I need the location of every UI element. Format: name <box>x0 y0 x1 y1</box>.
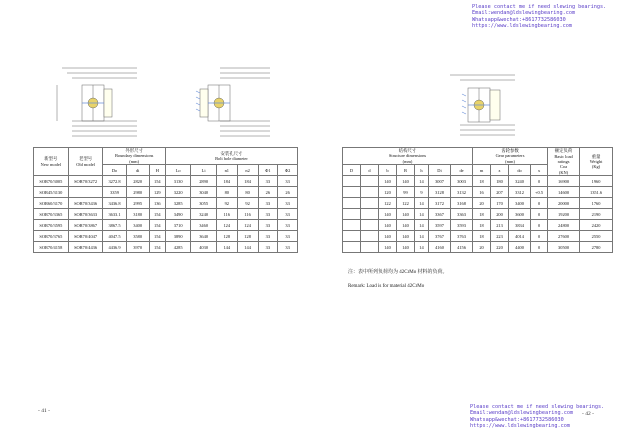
remark-chinese: 注：表中所列负荷均为 42CrMo 材料的负荷。 <box>348 270 448 275</box>
header-text: (KN) <box>558 169 569 175</box>
table-cell: 3359 <box>103 187 126 198</box>
table-cell: 122 <box>397 198 415 209</box>
col-header: b <box>379 165 397 176</box>
table-cell <box>361 209 379 220</box>
table-cell: 33 <box>258 209 278 220</box>
contact-info-top <box>472 4 606 29</box>
table-cell: 3633.1 <box>103 209 126 220</box>
header-text: Basic load <box>554 153 573 159</box>
header-boundary <box>103 148 165 165</box>
table-cell: 3593 <box>451 220 473 231</box>
table-cell: 2980 <box>126 187 149 198</box>
table-cell: 20000 <box>548 198 580 209</box>
table-cell: 0 <box>531 231 548 242</box>
right-spec-table <box>342 147 613 253</box>
col-header: B <box>397 165 415 176</box>
table-cell: 3132 <box>451 187 473 198</box>
table-cell: 154 <box>149 209 165 220</box>
table-cell: 3272.8 <box>103 176 126 187</box>
header-text: (mm) <box>402 158 413 164</box>
table-cell: 184 <box>237 176 258 187</box>
table-cell: 4436.9 <box>103 242 126 253</box>
table-cell: 1351.6 <box>580 187 613 198</box>
table-cell: 33 <box>278 198 298 209</box>
contact-phone: Whatsapp&wechat:+8617732586030 <box>470 416 564 423</box>
table-cell: SOR70/3365 <box>34 209 69 220</box>
table-cell: 154 <box>149 231 165 242</box>
header-text: 外形尺寸 <box>125 148 143 153</box>
table-cell: 33 <box>278 176 298 187</box>
table-cell: 3767 <box>429 231 451 242</box>
table-cell: 140 <box>397 242 415 253</box>
table-cell: 0 <box>531 242 548 253</box>
contact-website: https://www.ldslewingbearing.com <box>472 22 572 29</box>
table-cell <box>343 176 361 187</box>
table-cell: 136 <box>149 198 165 209</box>
table-cell: 154 <box>149 176 165 187</box>
table-cell: 3460 <box>191 220 216 231</box>
table-cell <box>361 198 379 209</box>
table-cell: 4047.5 <box>103 231 126 242</box>
table-cell: 124 <box>237 220 258 231</box>
table-cell: 4285 <box>165 242 190 253</box>
header-text: 新型号 <box>44 156 58 162</box>
header-text: 额定负荷 <box>554 148 573 154</box>
table-cell: SOR70/3867 <box>68 220 103 231</box>
table-cell: 140 <box>379 242 397 253</box>
table-row <box>343 231 613 242</box>
table-cell: 3168 <box>451 198 473 209</box>
table-cell: 0 <box>531 198 548 209</box>
table-cell <box>343 187 361 198</box>
header-structure <box>343 148 473 165</box>
table-cell: 16 <box>473 187 491 198</box>
table-cell: 2550 <box>580 231 613 242</box>
table-cell: 140 <box>397 231 415 242</box>
page-number-left: - 41 - <box>38 408 50 414</box>
table-cell: 223 <box>491 231 509 242</box>
table-cell: 18 <box>473 176 491 187</box>
table-cell: 3867.5 <box>103 220 126 231</box>
table-cell: 20 <box>473 198 491 209</box>
table-cell: 14 <box>415 242 429 253</box>
contact-phone: Whatsapp&wechat:+8617732586030 <box>472 16 566 23</box>
contact-line: Please contact me if need slewing bearings. <box>470 404 605 410</box>
header-text: 老型号 <box>78 156 93 162</box>
table-cell: 3890 <box>165 231 190 242</box>
header-text: 结构尺寸 <box>398 148 417 153</box>
table-cell: 14600 <box>548 187 580 198</box>
table-cell: +0.5 <box>531 187 548 198</box>
table-cell: 3710 <box>165 220 190 231</box>
table-cell: 92 <box>237 198 258 209</box>
table-cell: 2820 <box>126 176 149 187</box>
col-header: m <box>473 165 491 176</box>
table-cell: 3597 <box>429 220 451 231</box>
contact-email: Email:wendan@ldslewingbearing.com <box>470 410 574 417</box>
table-cell: 33 <box>258 198 278 209</box>
table-cell: SOR70/3436 <box>68 198 103 209</box>
table-cell: 140 <box>397 209 415 220</box>
header-bolt-holes <box>165 148 297 165</box>
table-row <box>343 220 613 231</box>
table-cell: 30500 <box>548 242 580 253</box>
table-cell: 220 <box>491 242 509 253</box>
table-cell: 3580 <box>126 231 149 242</box>
table-cell: 3128 <box>429 187 451 198</box>
col-header: n1 <box>216 165 237 176</box>
col-header: de <box>451 165 473 176</box>
table-cell: 140 <box>397 176 415 187</box>
table-cell: 3040 <box>191 187 216 198</box>
table-cell: 14 <box>415 220 429 231</box>
cross-section-drawing-1 <box>52 63 142 143</box>
table-cell: 3240 <box>191 209 216 220</box>
table-cell: 3436.8 <box>103 198 126 209</box>
table-cell: 18 <box>473 231 491 242</box>
table-cell: 3172 <box>429 198 451 209</box>
table-cell: 154 <box>149 220 165 231</box>
table-cell: 1960 <box>580 176 613 187</box>
col-header: H <box>149 165 165 176</box>
table-cell: 140 <box>397 220 415 231</box>
table-cell: 154 <box>149 242 165 253</box>
table-cell: 140 <box>379 231 397 242</box>
header-text: ratings <box>557 158 570 164</box>
table-cell: 122 <box>379 198 397 209</box>
table-cell: 2780 <box>580 242 613 253</box>
table-cell <box>343 198 361 209</box>
cross-section-drawing-2 <box>190 63 275 143</box>
table-cell: 33 <box>278 242 298 253</box>
table-cell: 2995 <box>126 198 149 209</box>
contact-line: Please contact me if need slewing bearings. <box>472 4 607 10</box>
table-cell: 3007 <box>429 176 451 187</box>
col-header: Do <box>103 165 126 176</box>
table-cell: 2890 <box>191 176 216 187</box>
table-row <box>34 198 298 209</box>
table-cell: 207 <box>491 187 509 198</box>
table-cell: 9 <box>415 187 429 198</box>
table-cell: 144 <box>237 242 258 253</box>
table-cell: 3490 <box>165 209 190 220</box>
table-cell: 213 <box>491 220 509 231</box>
table-cell: SOR70/3005 <box>34 176 69 187</box>
table-cell: 33 <box>258 231 278 242</box>
table-cell: 80 <box>237 187 258 198</box>
table-row <box>34 187 298 198</box>
table-cell: 128 <box>216 231 237 242</box>
col-header: Lo <box>165 165 190 176</box>
table-cell: 128 <box>237 231 258 242</box>
table-row <box>343 198 613 209</box>
table-cell: SOR70/3272 <box>68 176 103 187</box>
col-header: h <box>415 165 429 176</box>
table-cell: 0 <box>531 176 548 187</box>
table-cell: 4400 <box>509 242 531 253</box>
table-cell: SOR70/4047 <box>68 231 103 242</box>
table-cell: SOR70/4436 <box>68 242 103 253</box>
table-cell: 14 <box>415 209 429 220</box>
page-number-right: - 42 - <box>582 411 594 417</box>
header-text: 齿轮参数 <box>501 148 519 153</box>
table-row <box>343 209 613 220</box>
table-cell: 120 <box>379 187 397 198</box>
table-cell: 3367 <box>429 209 451 220</box>
table-cell: 184 <box>216 176 237 187</box>
table-cell: 80 <box>216 187 237 198</box>
table-cell: 3285 <box>165 198 190 209</box>
table-cell: SOR70/3633 <box>68 209 103 220</box>
table-cell: 140 <box>379 220 397 231</box>
contact-email: Email:wendan@ldslewingbearing.com <box>472 10 576 17</box>
table-cell: 4014 <box>509 231 531 242</box>
table-cell <box>343 231 361 242</box>
table-cell: 19200 <box>548 209 580 220</box>
table-cell <box>361 242 379 253</box>
table-cell: 3834 <box>509 220 531 231</box>
table-cell: 27600 <box>548 231 580 242</box>
table-cell: 14 <box>415 176 429 187</box>
col-header: do <box>509 165 531 176</box>
table-cell: SOR70/3765 <box>34 231 69 242</box>
col-header: Φ2 <box>278 165 298 176</box>
table-cell: 0 <box>531 209 548 220</box>
table-cell: 3130 <box>165 176 190 187</box>
table-cell: 26 <box>278 187 298 198</box>
table-cell: 4160 <box>429 242 451 253</box>
table-cell <box>361 176 379 187</box>
table-row <box>34 220 298 231</box>
table-cell: 3003 <box>451 176 473 187</box>
table-cell: 4156 <box>451 242 473 253</box>
header-text: Weight <box>589 158 603 164</box>
table-cell: 18 <box>473 209 491 220</box>
table-cell: SOR70/4158 <box>34 242 69 253</box>
header-text: Gear parameters <box>495 153 525 159</box>
col-header: x <box>531 165 548 176</box>
table-row <box>34 209 298 220</box>
table-cell: 2420 <box>580 220 613 231</box>
table-cell: 33 <box>258 242 278 253</box>
table-cell: 4030 <box>191 242 216 253</box>
table-cell: 2190 <box>580 209 613 220</box>
table-cell: 3763 <box>451 231 473 242</box>
table-cell: 92 <box>216 198 237 209</box>
table-cell: 116 <box>216 209 237 220</box>
col-header: Li <box>191 165 216 176</box>
table-row <box>343 242 613 253</box>
table-cell <box>361 187 379 198</box>
table-cell: 144 <box>216 242 237 253</box>
table-cell: 180 <box>491 176 509 187</box>
table-cell: SOR70/3595 <box>34 220 69 231</box>
table-cell: SOR60/3170 <box>34 198 69 209</box>
table-cell: 3970 <box>126 242 149 253</box>
col-header: Φ1 <box>258 165 278 176</box>
col-header: z <box>491 165 509 176</box>
col-header: Di <box>429 165 451 176</box>
table-cell: 20 <box>473 242 491 253</box>
header-new-model <box>34 148 69 176</box>
col-header: n2 <box>237 165 258 176</box>
table-row <box>343 187 613 198</box>
table-cell: 33 <box>278 220 298 231</box>
table-cell: 24800 <box>548 220 580 231</box>
table-cell: 3240 <box>509 176 531 187</box>
table-row <box>34 231 298 242</box>
table-cell: 116 <box>237 209 258 220</box>
table-cell <box>361 231 379 242</box>
header-text: 重量 <box>591 153 601 159</box>
header-text: Coa <box>560 164 568 170</box>
header-load <box>548 148 580 176</box>
table-cell: 0 <box>531 220 548 231</box>
col-header: di <box>126 165 149 176</box>
header-text: Bolt hole diameter <box>215 156 248 162</box>
table-cell <box>343 209 361 220</box>
table-cell: 3600 <box>509 209 531 220</box>
col-header: d <box>361 165 379 176</box>
table-cell: 170 <box>491 198 509 209</box>
table-cell: 3400 <box>509 198 531 209</box>
left-spec-table <box>33 147 298 253</box>
col-header: D <box>343 165 361 176</box>
table-cell: 200 <box>491 209 509 220</box>
table-cell: 18 <box>473 220 491 231</box>
table-cell: 33 <box>278 209 298 220</box>
remark-english: Remark: Load is for material 42CrMo <box>348 284 425 289</box>
table-cell: 3400 <box>126 220 149 231</box>
header-weight <box>580 148 613 176</box>
header-text: (mm) <box>505 158 515 164</box>
table-cell: 3055 <box>191 198 216 209</box>
table-row <box>34 242 298 253</box>
table-cell <box>343 220 361 231</box>
contact-website: https://www.ldslewingbearing.com <box>470 422 570 429</box>
table-cell <box>343 242 361 253</box>
table-cell: 1760 <box>580 198 613 209</box>
table-cell: SOR45/3130 <box>34 187 69 198</box>
table-cell: 140 <box>379 176 397 187</box>
table-cell: 14 <box>415 231 429 242</box>
header-text: (mm) <box>129 158 140 164</box>
table-cell: 3220 <box>165 187 190 198</box>
header-text: 安装孔尺寸 <box>220 150 243 156</box>
header-text: Boundary dimensions <box>114 153 154 159</box>
table-cell: 33 <box>278 231 298 242</box>
table-cell: 3180 <box>126 209 149 220</box>
table-cell: 124 <box>216 220 237 231</box>
header-text: Structure dimensions <box>388 153 427 159</box>
table-cell: 33 <box>258 220 278 231</box>
table-cell <box>361 220 379 231</box>
table-row <box>343 176 613 187</box>
table-cell: 26 <box>258 187 278 198</box>
table-cell: 140 <box>379 209 397 220</box>
cross-section-drawing-3 <box>440 70 520 142</box>
table-cell <box>68 187 103 198</box>
contact-info-bottom <box>470 404 604 429</box>
table-cell: 129 <box>149 187 165 198</box>
header-text: New model <box>40 161 62 167</box>
table-cell: 3363 <box>451 209 473 220</box>
header-gear <box>473 148 548 165</box>
header-text: Old model <box>76 161 95 167</box>
table-row <box>34 176 298 187</box>
header-text: (Kg) <box>591 164 601 170</box>
table-cell: 3640 <box>191 231 216 242</box>
table-cell: 99 <box>397 187 415 198</box>
header-old-model <box>68 148 103 176</box>
table-cell: 33 <box>258 176 278 187</box>
table-cell: 14 <box>415 198 429 209</box>
table-cell: 3312 <box>509 187 531 198</box>
table-cell: 16900 <box>548 176 580 187</box>
